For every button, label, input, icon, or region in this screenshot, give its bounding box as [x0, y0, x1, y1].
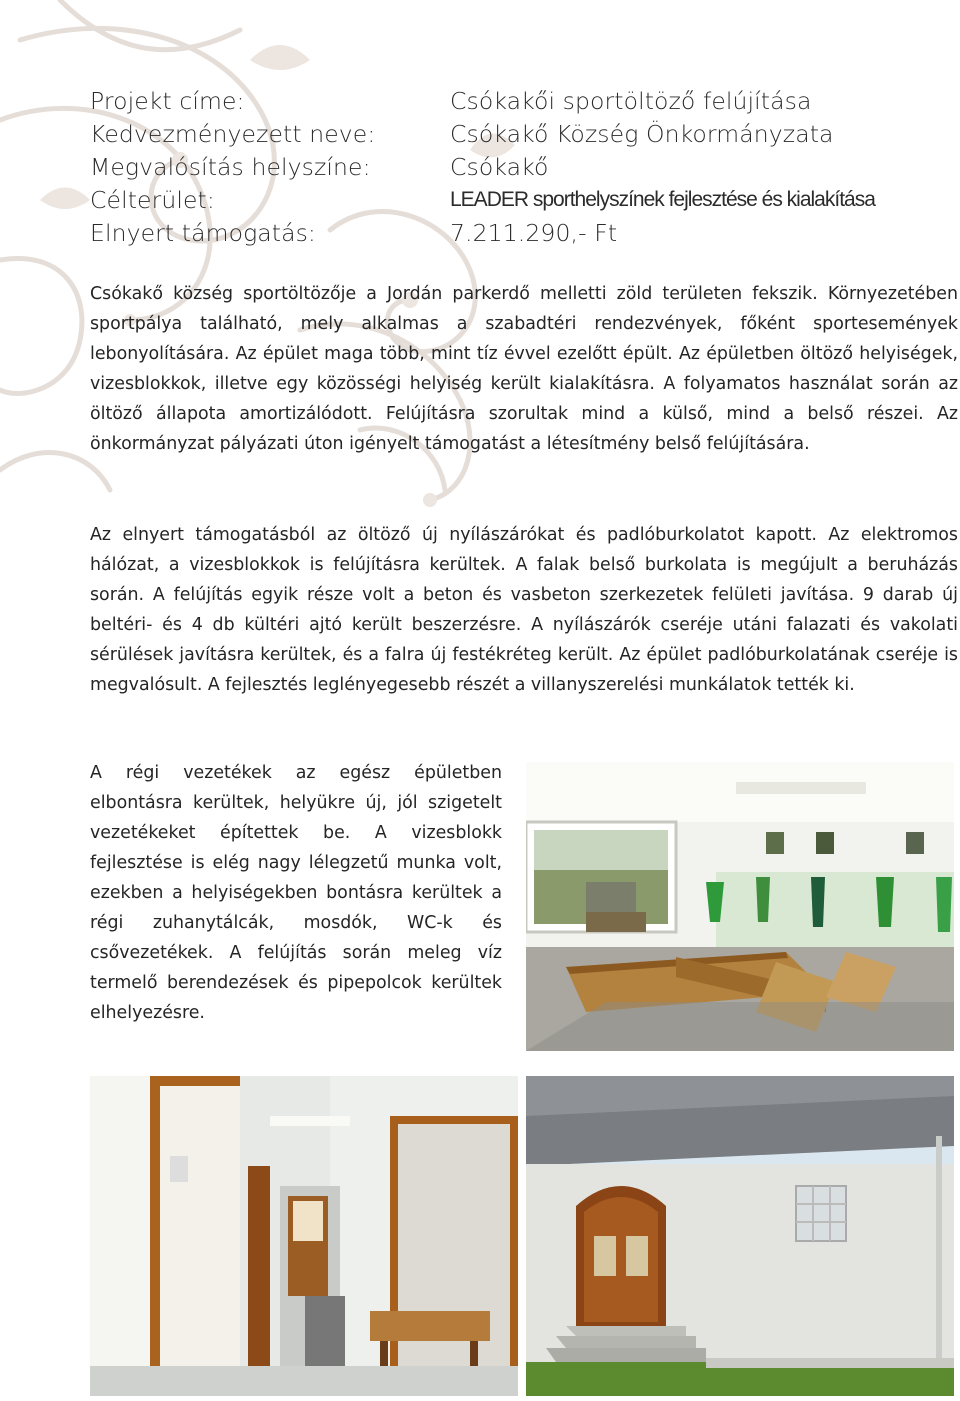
building-exterior-photo	[526, 1076, 954, 1396]
info-row-location	[90, 150, 950, 183]
paragraph-wiring: A régi vezetékek az egész épületben elbontásra kerültek, helyükre új, jól szigetelt vezetékeket építettek be. A vizesblokk fejlesztése is elég nagy lélegzetű munka volt, ezekben a helyiségekben bontásra kerültek a régi zuhanytálcák, mosdók, WC-k és csővezetékek. A felújítás során meleg víz termelő berendezések és pipepolcok kerültek elhelyezésre.	[90, 763, 502, 1023]
info-label: Kedvezményezett neve:	[90, 119, 376, 148]
info-value: LEADER sporthelyszínek fejlesztése és kialakítása	[450, 187, 875, 211]
project-info	[90, 84, 950, 249]
corridor-photo	[90, 1076, 518, 1396]
info-value: Csókakői sportöltöző felújítása	[450, 86, 812, 115]
info-row-project-title	[90, 84, 950, 117]
paragraph-intro: Csókakő község sportöltözője a Jordán parkerdő melletti zöld területen fekszik. Környezetében sportpálya található, mely alkalmas a szabadtéri rendezvények, főként sportesemények lebonyolítására. Az épület maga több, mint tíz évvel ezelőtt épült. Az épületben öltöző helyiségek, vizesblokkok, illetve egy közösségi helyiség került kialakításra. A folyamatos használat során az öltöző állapota amortizálódott. Felújításra szorultak mind a külső, mind a belső részei. Az önkormányzat pályázati úton igényelt támogatást a létesítmény belső felújítására.	[90, 284, 958, 454]
info-value: 7.211.290,- Ft	[450, 218, 618, 247]
paragraph-renovation: Az elnyert támogatásból az öltöző új nyílászárókat és padlóburkolatot kapott. Az elektromos hálózat, a vizesblokkok is felújításra kerültek. A falak belső burkolata is megújult a beruházás során. A felújítás egyik része volt a beton és vasbeton szerkezetek felületi javítása. 9 darab új beltéri- és 4 db kültéri ajtó került beszerzésre. A nyílászárók cseréje utáni falazati és vakolati sérülések javításra kerültek, és a falra új festékréteg került. Az épület padlóburkolatának cseréje is megvalósult. A fejlesztés leglényegesebb részét a villanyszerelési munkálatok tették ki.	[90, 525, 958, 695]
info-label: Célterület:	[90, 185, 215, 214]
info-row-grant	[90, 216, 950, 249]
info-value: Csókakő	[450, 152, 549, 181]
info-label: Projekt címe:	[90, 86, 245, 115]
changing-room-photo	[526, 762, 954, 1051]
info-label: Megvalósítás helyszíne:	[90, 152, 371, 181]
info-row-target-area	[90, 183, 950, 216]
info-label: Elnyert támogatás:	[90, 218, 316, 247]
info-value: Csókakő Község Önkormányzata	[450, 119, 834, 148]
info-row-beneficiary	[90, 117, 950, 150]
